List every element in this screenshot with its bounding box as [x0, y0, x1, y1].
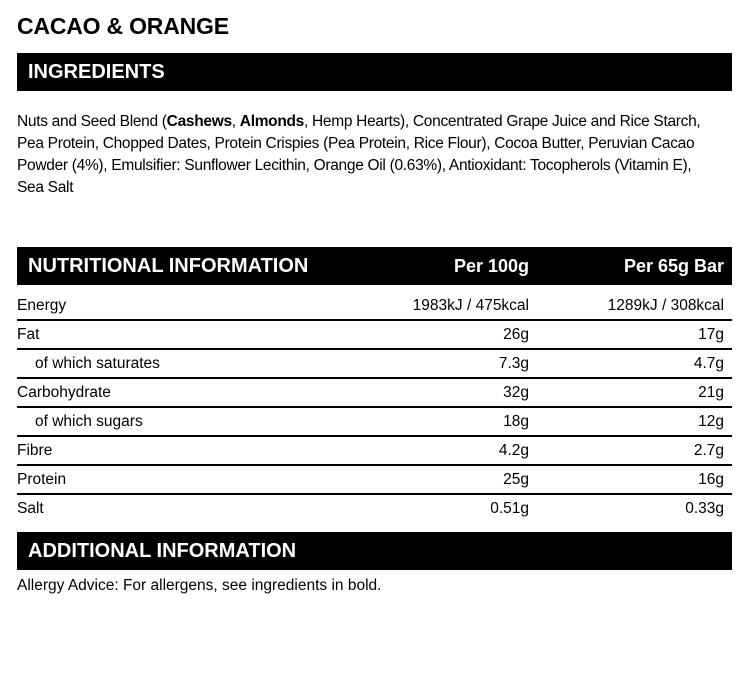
per-bar-value: 17g: [532, 320, 732, 349]
additional-heading: ADDITIONAL INFORMATION: [28, 540, 297, 562]
nutrient-label: of which sugars: [17, 407, 329, 436]
nutrient-label: Salt: [17, 499, 44, 517]
per-bar-value: 12g: [532, 407, 732, 436]
per-bar-value: 16g: [532, 465, 732, 494]
nutrient-label: Energy: [17, 292, 329, 320]
table-row: [17, 494, 732, 522]
nutrition-header: [17, 247, 732, 285]
ingredient-text: ,: [231, 113, 240, 130]
ingredient-text: , Hemp Hearts), Concentrated Grape Juice and Rice Starch, Pea Protein, Chopped Dates, Protein Crispies (Pea Protein, Rice Flour), Cocoa Butter, Peruvian Cacao Powder (4%), Emulsifier: Sunflower Lecithin, Orange Oil (0.63%), Antioxidant: Tocopherols (Vitamin E), Sea Salt: [17, 113, 701, 196]
per-100g-value: 7.3g: [329, 349, 532, 378]
per-bar-value: 0.33g: [685, 499, 724, 517]
table-row: [17, 292, 732, 320]
per-100g-value: 1983kJ / 475kcal: [329, 292, 532, 320]
allergy-advice: Allergy Advice: For allergens, see ingredients in bold.: [17, 577, 382, 594]
ingredients-heading: INGREDIENTS: [28, 61, 165, 83]
per-bar-value: 4.7g: [532, 349, 732, 378]
nutrient-label: Protein: [17, 465, 329, 494]
col-per-100g: Per 100g: [453, 256, 529, 276]
ingredients-header: [17, 53, 732, 91]
nutrient-label: Carbohydrate: [17, 378, 329, 407]
table-row: [17, 407, 732, 436]
table-row: [17, 436, 732, 465]
ingredient-text: Nuts and Seed Blend (: [17, 113, 167, 130]
nutrient-label: Fat: [17, 320, 329, 349]
per-bar-value: 21g: [532, 378, 732, 407]
per-100g-value: 32g: [329, 378, 532, 407]
nutrient-label: Fibre: [17, 436, 329, 465]
per-bar-value: 2.7g: [532, 436, 732, 465]
allergen-ingredient: Cashews: [166, 113, 232, 130]
product-title: CACAO & ORANGE: [17, 13, 229, 39]
additional-header: [17, 532, 732, 570]
col-per-bar: Per 65g Bar: [623, 256, 724, 276]
table-row: [17, 320, 732, 349]
per-100g-value: 18g: [329, 407, 532, 436]
ingredients-text: [17, 111, 717, 199]
per-100g-value: 0.51g: [490, 499, 529, 517]
nutrient-label: of which saturates: [17, 349, 329, 378]
nutrition-heading: NUTRITIONAL INFORMATION: [28, 255, 309, 277]
allergen-ingredient: Almonds: [239, 113, 305, 130]
per-100g-value: 4.2g: [329, 436, 532, 465]
nutrition-table: [17, 292, 732, 522]
table-row: [17, 349, 732, 378]
table-row: [17, 378, 732, 407]
per-100g-value: 25g: [329, 465, 532, 494]
per-100g-value: 26g: [329, 320, 532, 349]
table-row: [17, 465, 732, 494]
per-bar-value: 1289kJ / 308kcal: [532, 292, 732, 320]
